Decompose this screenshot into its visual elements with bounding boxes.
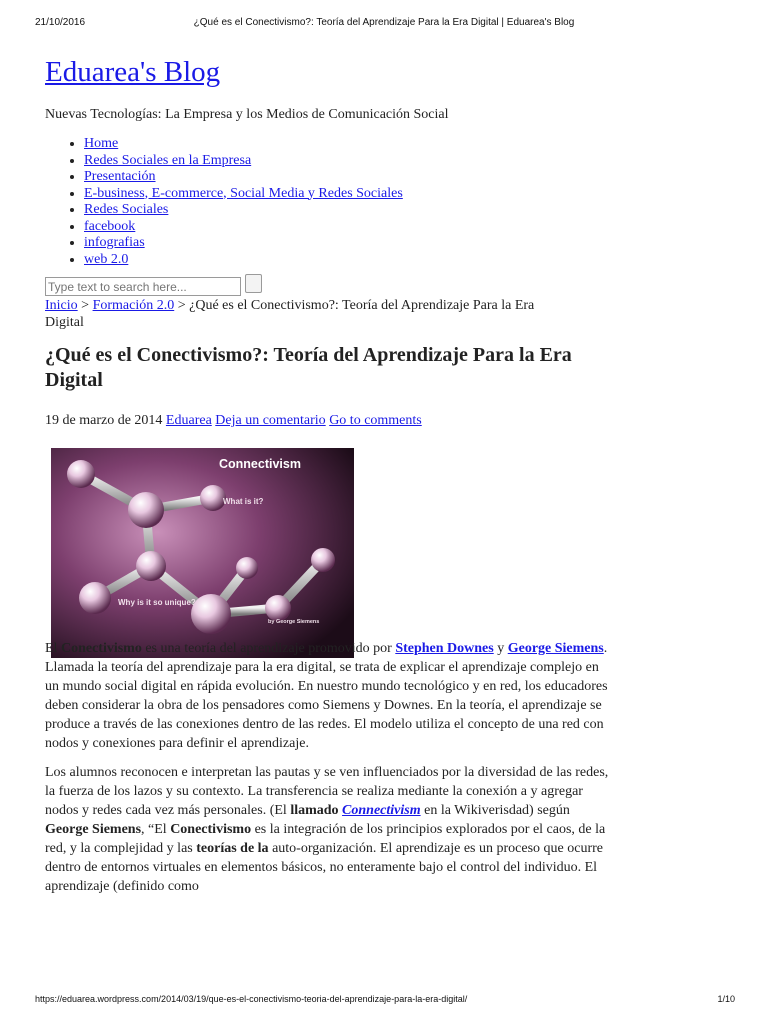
figure-question-1: What is it?	[223, 497, 264, 506]
search-form	[45, 277, 620, 297]
nav-item-ebusiness	[84, 186, 620, 203]
nav-item-web20	[84, 252, 620, 269]
stephen-downes-link[interactable]: Stephen Downes	[395, 641, 494, 656]
post-date: 19 de marzo de 2014	[45, 413, 163, 428]
post-title: ¿Qué es el Conectivismo?: Teoría del Aprendizaje Para la Era Digital	[45, 344, 572, 391]
breadcrumb-current: ¿Qué es el Conectivismo?: Teoría del Aprendizaje Para la Era Digital	[45, 298, 535, 330]
nav-link-facebook[interactable]: facebook	[84, 218, 136, 234]
breadcrumb	[45, 297, 565, 331]
figure-question-2: Why is it so unique?	[118, 598, 196, 607]
search-input[interactable]	[45, 277, 241, 296]
page-content	[45, 55, 620, 896]
paragraph-1-text: es una teoría del aprendizaje promovido por	[141, 641, 396, 656]
paragraph-1-bold: Conectivismo	[60, 641, 142, 656]
paragraph-2-bold: llamado	[290, 803, 343, 818]
breadcrumb-separator: >	[81, 298, 90, 313]
nav-item-presentacion	[84, 169, 620, 186]
print-page-title: ¿Qué es el Conectivismo?: Teoría del Aprendizaje Para la Era Digital | Eduarea's Blog	[193, 17, 575, 28]
paragraph-2-text: auto-organización. El aprendizaje es un proceso que ocurre dentro de entornos virtuales en elementos básicos, no enteramente bajo el control del individuo. El aprendizaje (definido como	[45, 841, 603, 894]
connectivism-wiki-link[interactable]: Connectivism	[342, 803, 421, 818]
post-body	[45, 639, 615, 896]
paragraph-2-bold: Conectivismo	[170, 822, 252, 837]
nav-item-home	[84, 136, 620, 153]
connectivism-figure-image	[51, 448, 354, 658]
george-siemens-link[interactable]: George Siemens	[507, 641, 604, 656]
figure-heading: Connectivism	[219, 457, 301, 471]
nav-link-redes-sociales[interactable]: Redes Sociales	[84, 202, 169, 217]
paragraph-2-bold: teorías de la	[196, 841, 269, 856]
paragraph-2-text: Los alumnos reconocen e interpretan las pautas y se ven influenciados por la diversidad de las redes, la fuerza de los lazos y su contexto. La transferencia se realiza mediante la conexión a y agregar nodos y redes cada vez más personales. (El	[45, 765, 609, 818]
nav-link-web20[interactable]: web 2.0	[84, 251, 129, 267]
paragraph-1-text: El	[45, 641, 61, 656]
nav-link-home[interactable]: Home	[84, 136, 119, 151]
nav-link-redes-empresa[interactable]: Redes Sociales en la Empresa	[84, 152, 252, 168]
leave-comment-link[interactable]: Deja un comentario	[215, 413, 326, 428]
go-to-comments-link[interactable]: Go to comments	[329, 413, 422, 428]
paragraph-2-bold: George Siemens	[45, 822, 142, 837]
paragraph-1-text: . Llamada la teoría del aprendizaje para la era digital, se trata de explicar el aprendizaje complejo en un mundo social digital en rápida evolución. En nuestro mundo tecnológico y en red, los educadores deben considerar la obra de los pensadores como Siemens y Downes. En la teoría, el aprendizaje se produce a través de las conexiones dentro de las redes. El modelo utiliza el concepto de una red con nodos y conexiones para definir el aprendizaje.	[45, 641, 608, 751]
main-nav	[45, 136, 620, 268]
nav-item-facebook	[84, 219, 620, 236]
post-paragraph-2	[45, 763, 615, 896]
figure-credit: by George Siemens	[268, 619, 320, 625]
nav-item-redes-empresa	[84, 153, 620, 170]
nav-link-ebusiness[interactable]: E-business, E-commerce, Social Media y Redes Sociales	[84, 185, 403, 201]
paragraph-1-text: y	[493, 641, 508, 656]
breadcrumb-category-link[interactable]: Formación 2.0	[92, 298, 175, 313]
post-paragraph-1	[45, 639, 615, 753]
search-button[interactable]	[245, 274, 262, 293]
breadcrumb-home-link[interactable]: Inicio	[45, 298, 78, 313]
print-date: 21/10/2016	[35, 17, 86, 28]
print-page-count: 1/10	[717, 994, 735, 1004]
paragraph-2-text: es la integración de los principios explorados por el caos, de la red, y la complejidad y las	[45, 822, 606, 856]
print-url: https://eduarea.wordpress.com/2014/03/19/que-es-el-conectivismo-teoria-del-aprendizaje-para-la-era-digital/	[35, 994, 468, 1004]
nav-link-infografias[interactable]: infografias	[84, 235, 145, 250]
post-meta	[45, 412, 620, 429]
paragraph-2-text: , “El	[141, 822, 171, 837]
nav-item-redes-sociales	[84, 202, 620, 219]
post-author-link[interactable]: Eduarea	[165, 413, 212, 428]
site-tagline: Nuevas Tecnologías: La Empresa y los Medios de Comunicación Social	[45, 107, 449, 122]
site-title-link[interactable]: Eduarea's Blog	[45, 56, 221, 88]
nav-item-infografias	[84, 235, 620, 252]
paragraph-2-text: en la Wikiverisdad) según	[420, 803, 570, 818]
nav-link-presentacion[interactable]: Presentación	[84, 169, 156, 184]
breadcrumb-separator: >	[177, 298, 186, 313]
